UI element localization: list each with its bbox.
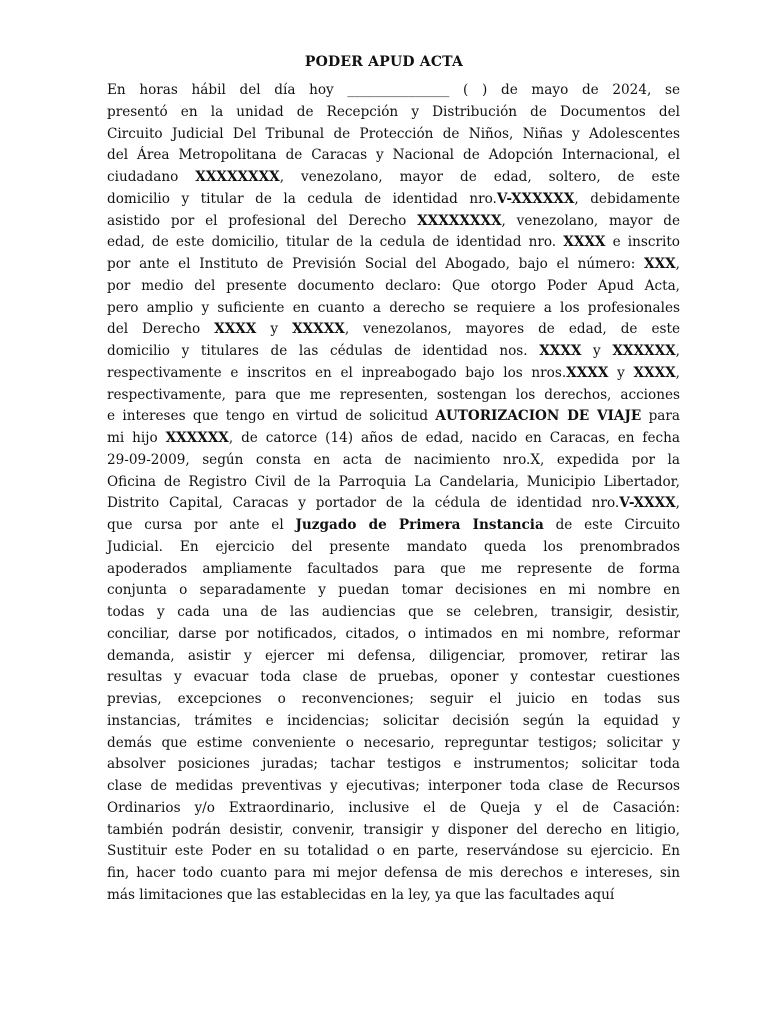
text-run: más limitaciones que las establecidas en la ley, ya que las facultades aquí bbox=[107, 886, 615, 903]
text-run: , venezolano, mayor de bbox=[501, 212, 680, 229]
text-run: demás que estime conveniente o necesario, repreguntar testigos; solicitar y bbox=[107, 734, 680, 751]
text-run: respectivamente e inscritos en el inpreabogado bajo los nros. bbox=[107, 364, 567, 381]
text-run: 29-09-2009, según consta en acta de nacimiento nro.X, expedida por la bbox=[107, 451, 680, 468]
text-run: , venezolanos, mayores de edad, de este bbox=[344, 321, 680, 338]
document-text-line bbox=[107, 124, 680, 146]
document-text-line bbox=[107, 472, 680, 494]
text-run: conciliar, darse por notificados, citados, o intimados en mi nombre, reformar bbox=[107, 625, 680, 642]
bold-text-run: XXXX bbox=[563, 234, 606, 251]
text-run: edad, de este domicilio, titular de la cedula de identidad nro. bbox=[107, 234, 564, 251]
text-run: y bbox=[608, 364, 634, 381]
bold-text-run: XXX bbox=[644, 256, 676, 272]
text-run: apoderados ampliamente facultados para que me represente de forma bbox=[107, 560, 680, 577]
text-run: absolver posiciones juradas; tachar testigos e instrumentos; solicitar toda bbox=[107, 756, 680, 773]
text-run: instancias, trámites e incidencias; solicitar decisión según la equidad y bbox=[107, 712, 680, 729]
text-run: todas y cada una de las audiencias que se celebren, transigir, desistir, bbox=[107, 604, 680, 620]
text-run: asistido por el profesional del Derecho bbox=[107, 212, 418, 229]
document-text-line bbox=[107, 798, 680, 820]
document-text-line bbox=[107, 667, 680, 689]
bold-text-run: AUTORIZACION DE VIAJE bbox=[435, 408, 642, 425]
text-run: e inscrito bbox=[605, 234, 680, 251]
text-run: Sustituir este Poder en su totalidad o en parte, reservándose su ejercicio. En bbox=[107, 843, 680, 860]
document-text-line bbox=[107, 863, 680, 885]
text-run: por medio del presente documento declaro: Que otorgo Poder Apud Acta, bbox=[107, 277, 680, 294]
text-run: , bbox=[675, 256, 680, 272]
bold-text-run: XXXXXXXX bbox=[417, 212, 502, 229]
document-text-line bbox=[107, 820, 680, 842]
document-text-line bbox=[107, 559, 680, 581]
document-text-line bbox=[107, 580, 680, 602]
bold-text-run: XXXX bbox=[214, 321, 257, 338]
document-text-line bbox=[107, 733, 680, 755]
bold-text-run: XXXX bbox=[566, 364, 609, 381]
document-text-line bbox=[107, 450, 680, 472]
bold-text-run: V-XXXX bbox=[619, 495, 676, 512]
text-run: , de catorce (14) años de edad, nacido en Caracas, en fecha bbox=[228, 430, 680, 446]
text-run: , debidamente bbox=[574, 190, 681, 207]
document-text-line bbox=[107, 232, 680, 254]
text-run: mi hijo bbox=[107, 430, 166, 446]
document-text-line bbox=[107, 646, 680, 668]
document-text-line bbox=[107, 776, 680, 798]
text-run: Oficina de Registro Civil de la Parroquia La Candelaria, Municipio Libertador, bbox=[107, 473, 680, 490]
bold-text-run: XXXX bbox=[539, 343, 582, 359]
text-run: del Área Metropolitana de Caracas y Nacional de Adopción Internacional, el bbox=[107, 147, 680, 164]
document-text-line bbox=[107, 385, 680, 407]
text-run: , bbox=[675, 343, 680, 359]
text-run: , venezolano, mayor de edad, soltero, de este bbox=[279, 169, 681, 185]
bold-text-run: Juzgado de Primera Instancia bbox=[295, 517, 544, 533]
document-text-line bbox=[107, 406, 680, 428]
document-text-line bbox=[107, 276, 680, 298]
text-run: del Derecho bbox=[107, 321, 215, 338]
document-text-line bbox=[107, 754, 680, 776]
bold-text-run: V-XXXXXX bbox=[496, 190, 575, 207]
document-text-line bbox=[107, 341, 680, 363]
text-run: domicilio y titulares de las cédulas de identidad nos. bbox=[107, 343, 540, 359]
document-text-line bbox=[107, 211, 680, 233]
text-run: resultas y evacuar toda clase de pruebas, oponer y contestar cuestiones bbox=[107, 669, 680, 686]
text-run: y bbox=[581, 343, 613, 359]
document-text-line bbox=[107, 102, 680, 124]
text-run: Distrito Capital, Caracas y portador de la cédula de identidad nro. bbox=[107, 495, 620, 512]
document-text-line bbox=[107, 841, 680, 863]
text-run: demanda, asistir y ejercer mi defensa, diligenciar, promover, retirar las bbox=[107, 647, 680, 664]
document-body bbox=[107, 80, 680, 907]
document-text-line bbox=[107, 689, 680, 711]
text-run: de este Circuito bbox=[543, 517, 681, 533]
document-text-line bbox=[107, 167, 680, 189]
document-text-line bbox=[107, 145, 680, 167]
text-run: Circuito Judicial Del Tribunal de Protección de Niños, Niñas y Adolescentes bbox=[107, 125, 680, 142]
bold-text-run: XXXXXX bbox=[612, 343, 676, 359]
text-run: conjunta o separadamente y puedan tomar decisiones en mi nombre en bbox=[107, 582, 680, 599]
bold-text-run: XXXXXX bbox=[165, 430, 229, 446]
text-run: domicilio y titular de la cedula de identidad nro. bbox=[107, 190, 497, 207]
document-text-line bbox=[107, 537, 680, 559]
bold-text-run: XXXX bbox=[633, 364, 676, 381]
document-text-line bbox=[107, 624, 680, 646]
document-text-line bbox=[107, 363, 680, 385]
document-text-line bbox=[107, 515, 680, 537]
text-run: respectivamente, para que me representen, sostengan los derechos, acciones bbox=[107, 386, 680, 403]
text-run: presentó en la unidad de Recepción y Distribución de Documentos del bbox=[107, 103, 680, 120]
document-text-line bbox=[107, 602, 680, 624]
text-run: previas, excepciones o reconvenciones; seguir el juicio en todas sus bbox=[107, 691, 680, 707]
text-run: Judicial. En ejercicio del presente mandato queda los prenombrados bbox=[107, 538, 680, 555]
document-text-line bbox=[107, 493, 680, 515]
text-run: que cursa por ante el bbox=[107, 517, 296, 533]
text-run: e intereses que tengo en virtud de solicitud bbox=[107, 408, 436, 425]
text-run: y bbox=[256, 321, 293, 338]
text-run: Ordinarios y/o Extraordinario, inclusive el de Queja y el de Casación: bbox=[107, 799, 680, 816]
text-run: también podrán desistir, convenir, transigir y disponer del derecho en litigio, bbox=[107, 821, 680, 838]
document-text-line bbox=[107, 319, 680, 341]
document-text-line bbox=[107, 189, 680, 211]
text-run: por ante el Instituto de Previsión Social del Abogado, bajo el número: bbox=[107, 256, 645, 272]
document-title: PODER APUD ACTA bbox=[304, 54, 464, 70]
text-run: , bbox=[675, 495, 680, 512]
text-run: clase de medidas preventivas y ejecutivas; interponer toda clase de Recursos bbox=[107, 778, 680, 794]
document-text-line bbox=[107, 428, 680, 450]
document-text-line bbox=[107, 298, 680, 320]
text-run: fin, hacer todo cuanto para mi mejor defensa de mis derechos e intereses, sin bbox=[107, 865, 680, 881]
text-run: ciudadano bbox=[107, 169, 196, 185]
text-run: pero amplio y suficiente en cuanto a derecho se requiere a los profesionales bbox=[107, 299, 680, 316]
document-text-line bbox=[107, 254, 680, 276]
bold-text-run: XXXXX bbox=[292, 321, 345, 338]
document-text-line bbox=[107, 80, 680, 102]
text-run: , bbox=[675, 364, 680, 381]
document-text-line bbox=[107, 885, 680, 907]
text-run: En horas hábil del día hoy _______________ ( ) de mayo de 2024, se bbox=[107, 82, 680, 98]
text-run: para bbox=[641, 408, 681, 425]
document-text-line bbox=[107, 711, 680, 733]
bold-text-run: XXXXXXXX bbox=[195, 169, 280, 185]
